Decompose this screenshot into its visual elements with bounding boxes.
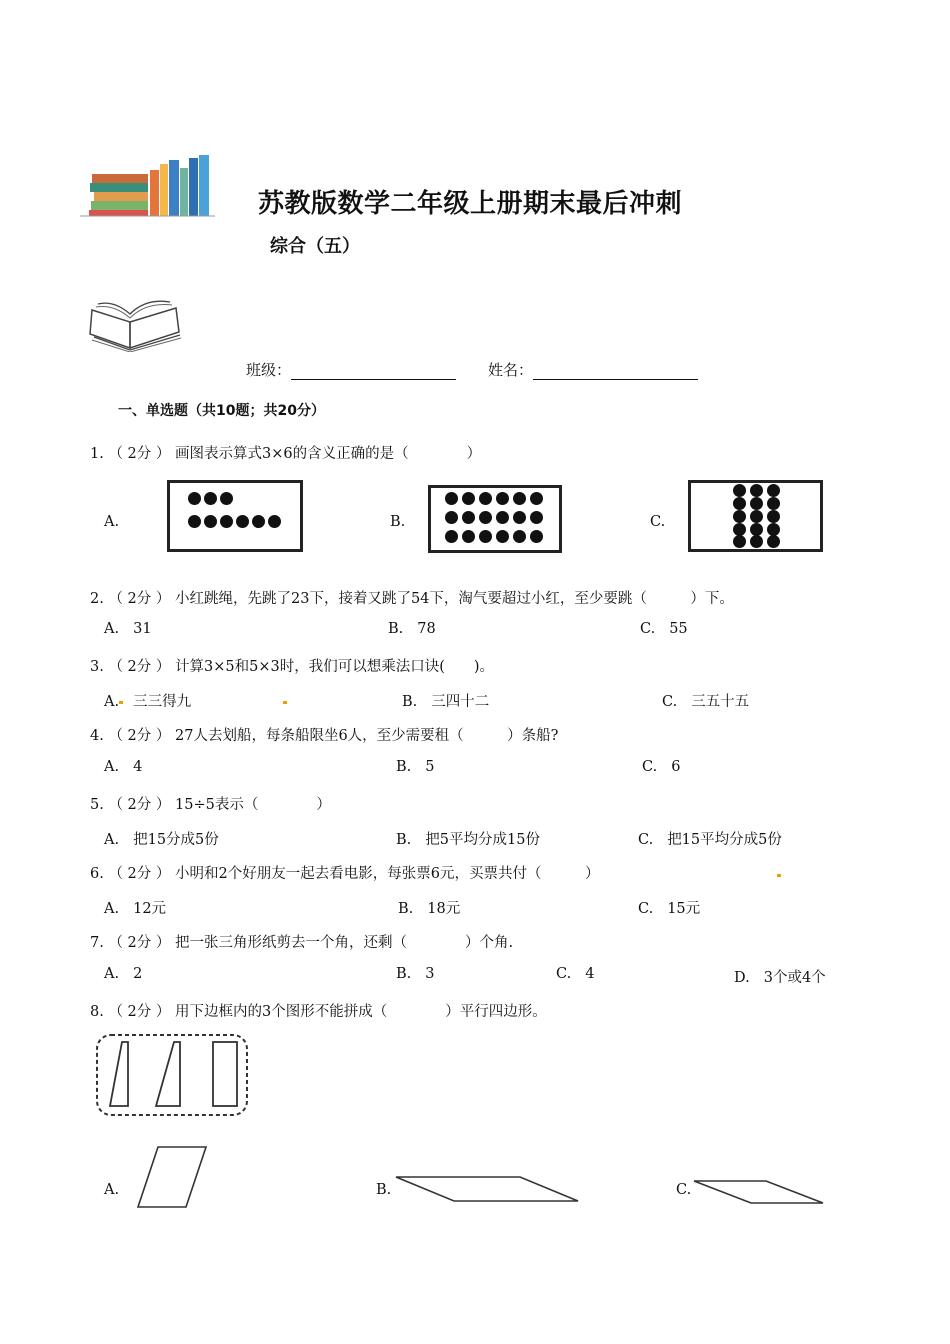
- option[interactable]: [402, 690, 489, 711]
- option[interactable]: [104, 621, 152, 637]
- question-stem: 8. （ 2分 ） 用下边框内的3个图形不能拼成（ ）平行四边形。: [90, 1004, 547, 1020]
- open-book-icon: [84, 282, 184, 352]
- option-label[interactable]: A.: [104, 1182, 120, 1198]
- option-label[interactable]: C.: [676, 1182, 692, 1198]
- option[interactable]: [104, 828, 219, 849]
- option[interactable]: [104, 759, 142, 775]
- option[interactable]: [398, 897, 460, 918]
- option-text: 4: [585, 966, 595, 982]
- option-text: 2: [133, 966, 143, 982]
- option-label: B.: [396, 759, 412, 775]
- decorative-mark: [119, 701, 123, 704]
- option-label: A.: [104, 694, 120, 710]
- option[interactable]: [104, 966, 142, 982]
- decorative-mark: [283, 701, 287, 704]
- option-label: A.: [104, 901, 120, 917]
- option-label: C.: [640, 621, 656, 637]
- option-text: 31: [133, 621, 152, 637]
- class-field[interactable]: [246, 359, 456, 380]
- option[interactable]: [104, 690, 191, 711]
- rectangle-shape: [213, 1042, 237, 1106]
- question-stem: 1. （ 2分 ） 画图表示算式3×6的含义正确的是（ ）: [90, 446, 482, 462]
- option-label: B.: [388, 621, 404, 637]
- option-label: B.: [402, 694, 418, 710]
- section-title: 一、单选题（共10题；共20分）: [118, 403, 325, 419]
- option-label[interactable]: C.: [650, 514, 666, 530]
- shapes-frame-figure: [94, 1032, 250, 1118]
- option-text: 18元: [427, 901, 461, 917]
- class-label: 班级：: [246, 361, 292, 379]
- option-label: C.: [638, 901, 654, 917]
- name-field[interactable]: [488, 359, 698, 380]
- name-blank[interactable]: [533, 365, 698, 380]
- option-text: 把15平均分成5份: [667, 832, 782, 848]
- dots-figure-a: [167, 480, 303, 552]
- question-stem: 6. （ 2分 ） 小明和2个好朋友一起去看电影，每张票6元，买票共付（ ）: [90, 866, 600, 882]
- option-label: A.: [104, 621, 120, 637]
- option-text: 三四十二: [431, 694, 490, 710]
- option-label: D.: [734, 970, 750, 986]
- triangle-shape: [110, 1042, 128, 1106]
- option[interactable]: [388, 621, 436, 637]
- option-label[interactable]: A.: [104, 514, 120, 530]
- option-text: 3: [425, 966, 435, 982]
- option-label: C.: [638, 832, 654, 848]
- question-stem: 3. （ 2分 ） 计算3×5和5×3时，我们可以想乘法口诀( )。: [90, 659, 495, 675]
- option[interactable]: [638, 828, 782, 849]
- option-text: 三三得九: [133, 694, 192, 710]
- name-label: 姓名：: [488, 361, 534, 379]
- option-text: 5: [425, 759, 435, 775]
- option[interactable]: [396, 759, 435, 775]
- option[interactable]: [642, 759, 680, 775]
- question-stem: 5. （ 2分 ） 15÷5表示（ ）: [90, 797, 331, 813]
- option-label: A.: [104, 832, 120, 848]
- option-text: 把15分成5份: [133, 832, 219, 848]
- option-label: B.: [396, 832, 412, 848]
- option-label[interactable]: B.: [390, 514, 406, 530]
- books-stack-icon: [80, 150, 215, 220]
- option[interactable]: [734, 966, 826, 987]
- question-stem: 2. （ 2分 ） 小红跳绳，先跳了23下，接着又跳了54下，淘气要超过小红，至少要跳（ ）下。: [90, 591, 734, 607]
- option-label: A.: [104, 759, 120, 775]
- parallelogram-figure-c: [692, 1178, 826, 1206]
- option-text: 55: [669, 621, 688, 637]
- option-label: C.: [556, 966, 572, 982]
- option[interactable]: [662, 690, 749, 711]
- option[interactable]: [640, 621, 688, 637]
- option-label[interactable]: B.: [376, 1182, 392, 1198]
- decorative-mark: [777, 874, 781, 877]
- option-text: 三五十五: [691, 694, 750, 710]
- option[interactable]: [556, 966, 594, 982]
- option[interactable]: [396, 828, 540, 849]
- option-text: 15元: [667, 901, 701, 917]
- dots-figure-c: [688, 480, 823, 552]
- option[interactable]: [104, 897, 166, 918]
- option-label: B.: [398, 901, 414, 917]
- parallelogram-figure-a: [134, 1144, 210, 1210]
- option[interactable]: [638, 897, 700, 918]
- page-subtitle: 综合（五）: [270, 236, 360, 257]
- option-label: A.: [104, 966, 120, 982]
- option-label: C.: [642, 759, 658, 775]
- question-stem: 7. （ 2分 ） 把一张三角形纸剪去一个角，还剩（ ）个角.: [90, 935, 514, 951]
- option-label: B.: [396, 966, 412, 982]
- option-text: 6: [671, 759, 681, 775]
- question-stem: 4. （ 2分 ） 27人去划船，每条船限坐6人，至少需要租（ ）条船?: [90, 728, 559, 744]
- class-blank[interactable]: [291, 365, 456, 380]
- triangle-shape: [156, 1042, 180, 1106]
- dots-figure-b: [428, 485, 562, 553]
- option-text: 78: [417, 621, 436, 637]
- option-text: 4: [133, 759, 143, 775]
- option-text: 3个或4个: [763, 970, 826, 986]
- page-title: 苏教版数学二年级上册期末最后冲刺: [258, 189, 683, 219]
- option-label: C.: [662, 694, 678, 710]
- option[interactable]: [396, 966, 435, 982]
- option-text: 把5平均分成15份: [425, 832, 540, 848]
- option-text: 12元: [133, 901, 167, 917]
- parallelogram-figure-b: [394, 1174, 582, 1204]
